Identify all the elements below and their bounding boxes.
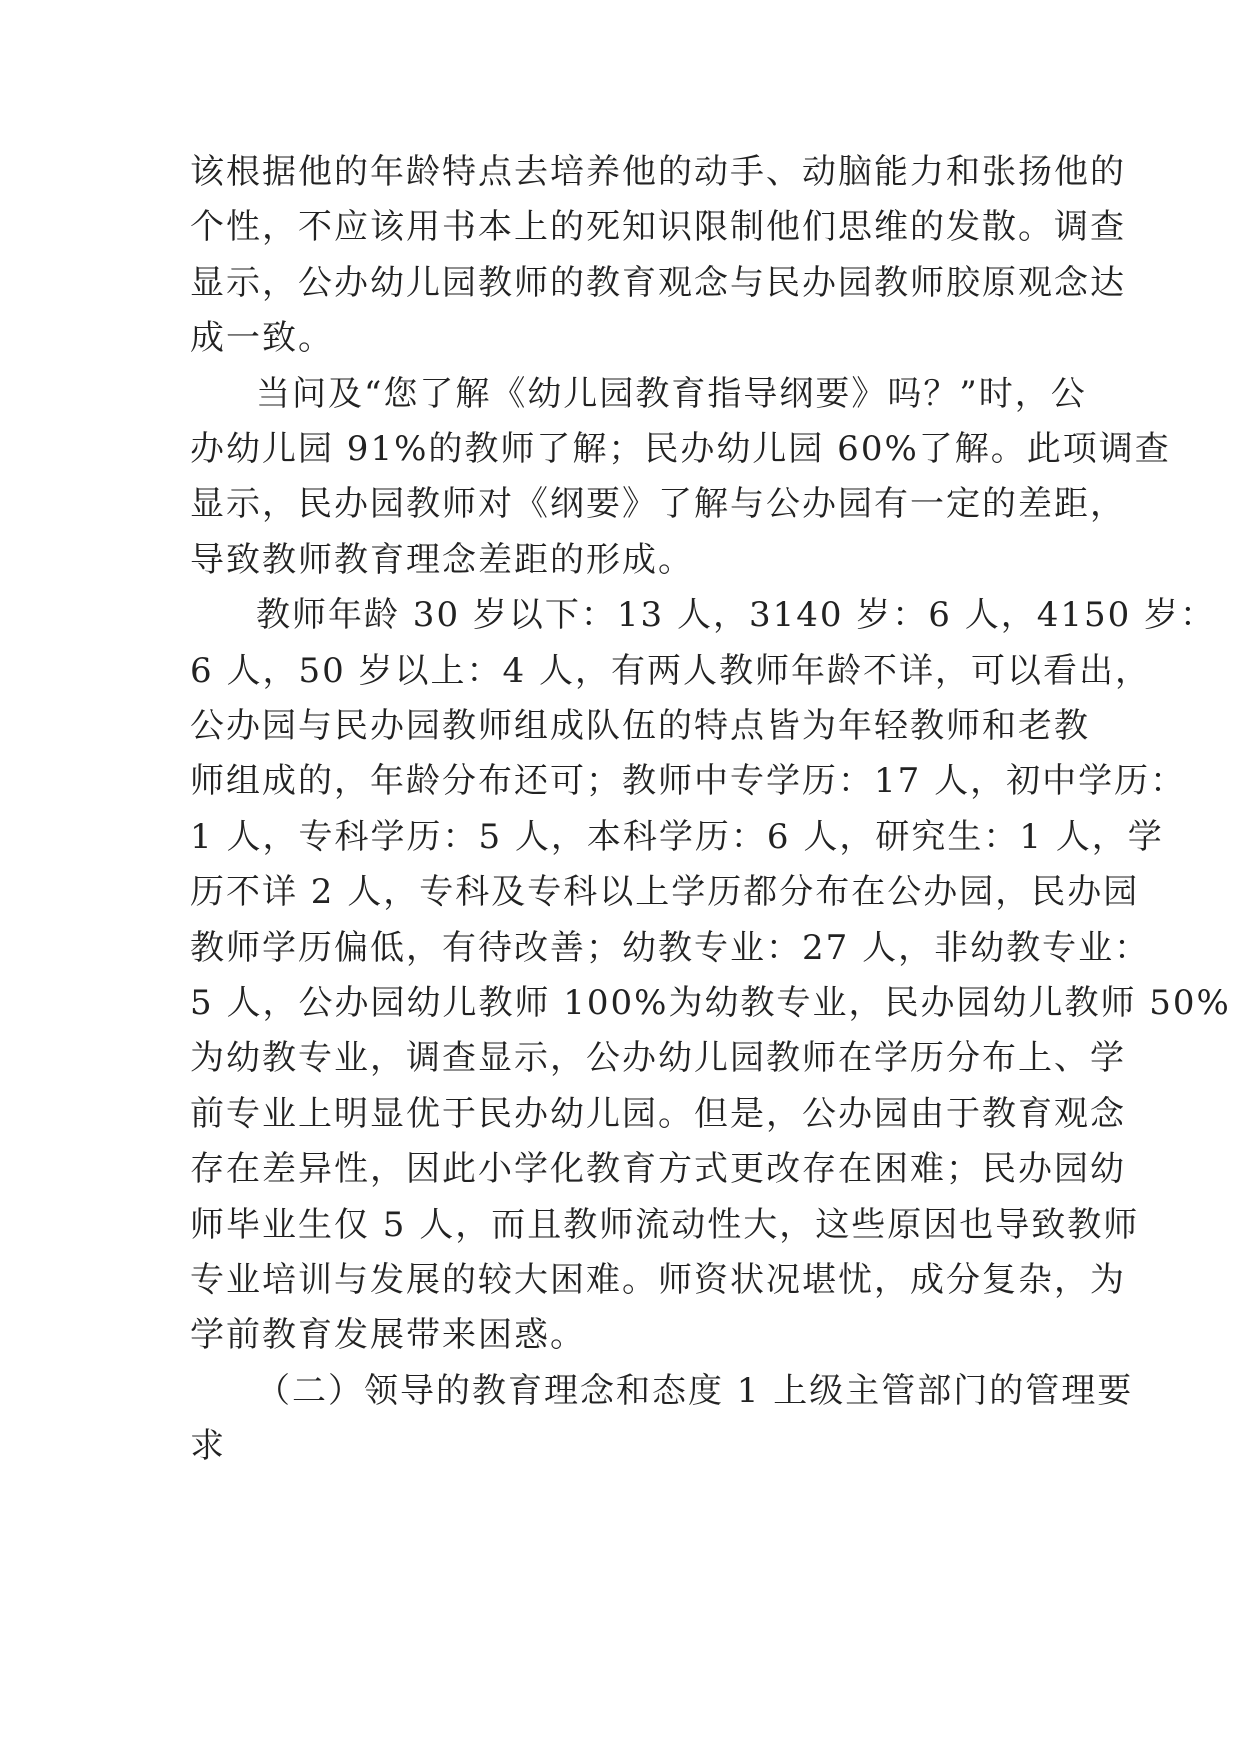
paragraph-first-line: 当问及“您了解《幼儿园教育指导纲要》吗？”时，公	[256, 374, 1087, 414]
text-line: 为幼教专业，调查显示，公办幼儿园教师在学历分布上、学	[190, 1038, 1126, 1078]
text-line: 5 人，公办园幼儿教师 100%为幼教专业，民办园幼儿教师 50%	[190, 983, 1231, 1023]
paragraph-first-line: 教师年龄 30 岁以下：13 人，3140 岁：6 人，4150 岁：	[256, 595, 1217, 635]
text-line: 公办园与民办园教师组成队伍的特点皆为年轻教师和老教	[190, 706, 1090, 746]
section-heading: （二）领导的教育理念和态度 1 上级主管部门的管理要	[256, 1371, 1134, 1411]
text-line: 师组成的，年龄分布还可；教师中专学历：17 人，初中学历：	[190, 761, 1187, 801]
text-line: 个性，不应该用书本上的死知识限制他们思维的发散。调查	[190, 207, 1126, 247]
text-line: 历不详 2 人，专科及专科以上学历都分布在公办园，民办园	[190, 872, 1140, 912]
text-line: 师毕业生仅 5 人，而且教师流动性大，这些原因也导致教师	[190, 1205, 1140, 1245]
text-line: 办幼儿园 91%的教师了解；民办幼儿园 60%了解。此项调查	[190, 429, 1171, 469]
text-line: 显示，公办幼儿园教师的教育观念与民办园教师胶原观念达	[190, 263, 1126, 303]
text-line: 求	[190, 1426, 226, 1466]
text-line: 前专业上明显优于民办幼儿园。但是，公办园由于教育观念	[190, 1094, 1126, 1134]
text-line: 专业培训与发展的较大困难。师资状况堪忧，成分复杂，为	[190, 1260, 1126, 1300]
text-line: 6 人，50 岁以上：4 人，有两人教师年龄不详，可以看出，	[190, 651, 1151, 691]
text-line: 导致教师教育理念差距的形成。	[190, 540, 694, 580]
text-line: 1 人，专科学历：5 人，本科学历：6 人，研究生：1 人，学	[190, 817, 1164, 857]
text-line: 显示，民办园教师对《纲要》了解与公办园有一定的差距，	[190, 484, 1126, 524]
text-line: 该根据他的年龄特点去培养他的动手、动脑能力和张扬他的	[190, 152, 1126, 192]
text-line: 存在差异性，因此小学化教育方式更改存在困难；民办园幼	[190, 1149, 1126, 1189]
text-line: 学前教育发展带来困惑。	[190, 1315, 586, 1355]
text-line: 教师学历偏低，有待改善；幼教专业：27 人，非幼教专业：	[190, 928, 1151, 968]
text-line: 成一致。	[190, 318, 334, 358]
